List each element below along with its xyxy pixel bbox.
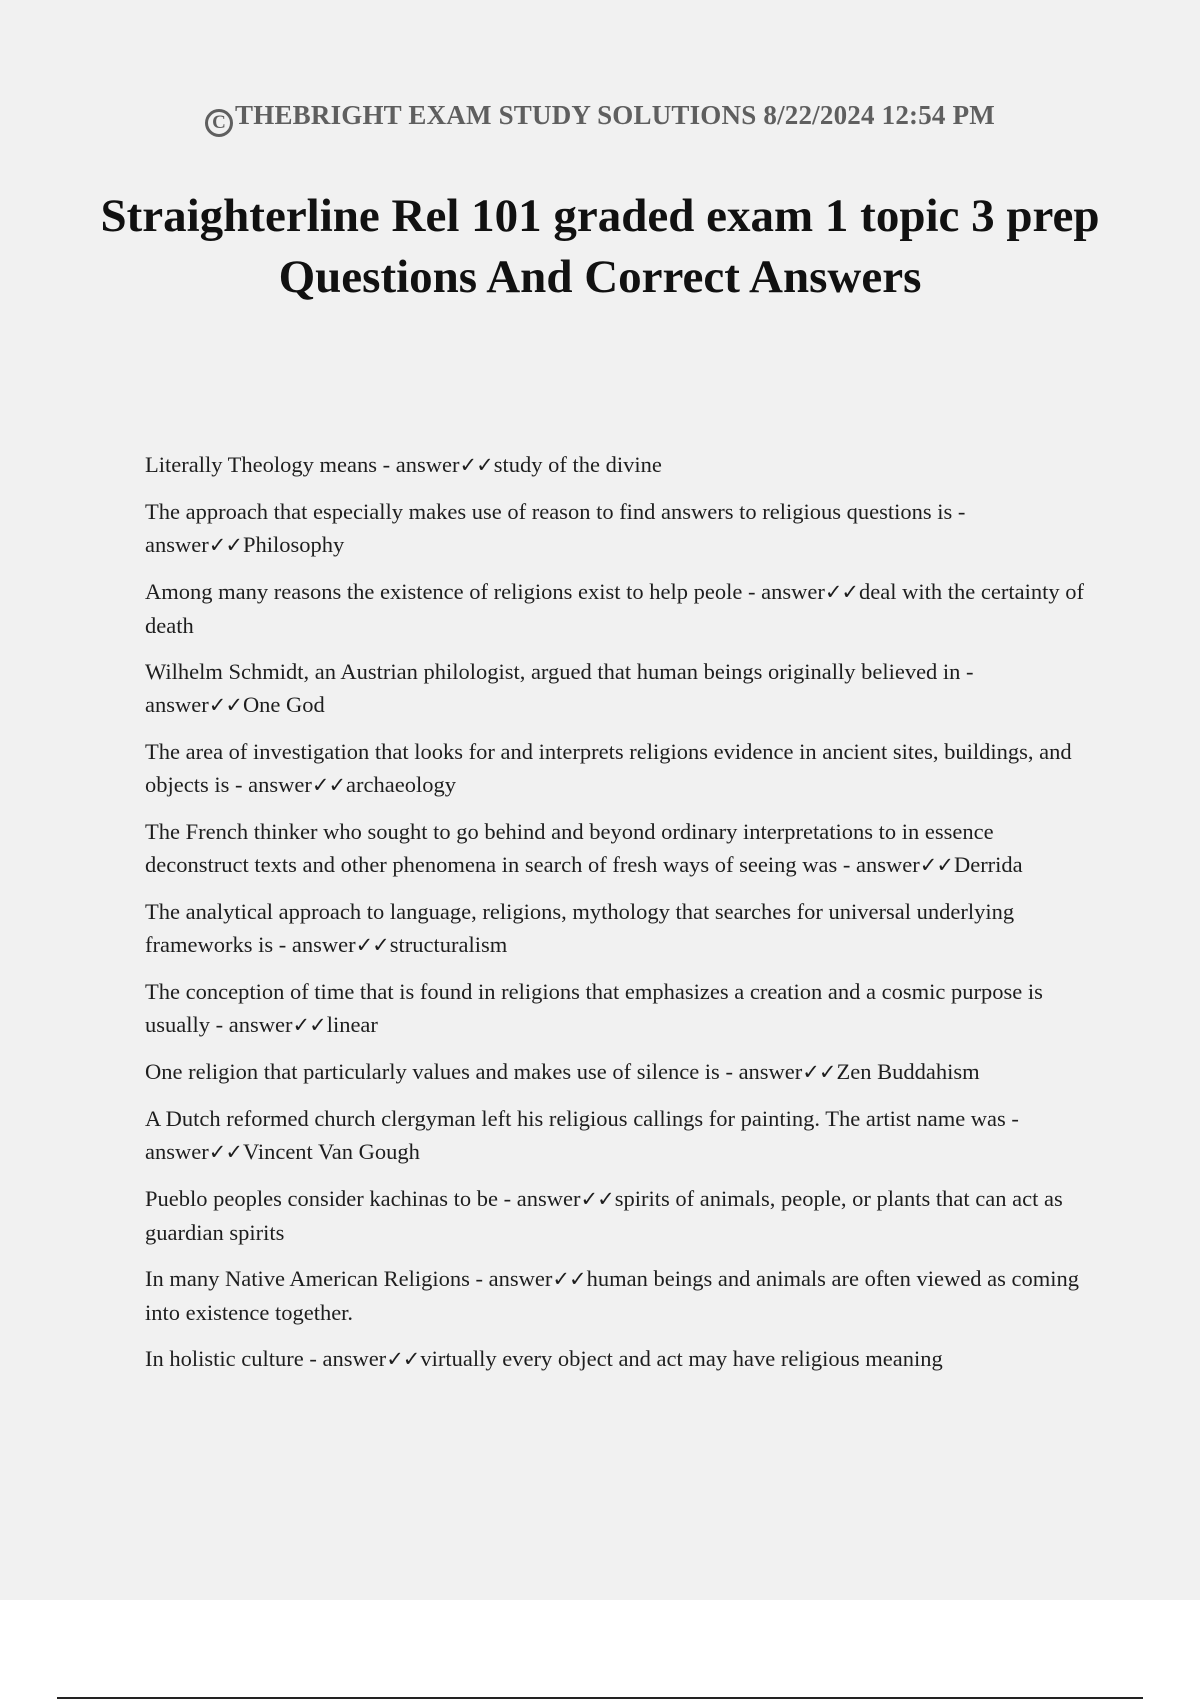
qa-item [145, 575, 1090, 642]
question-text: One religion that particularly values and makes use of silence is - [145, 1059, 739, 1084]
question-text: In holistic culture - [145, 1346, 323, 1371]
check-icon: ✓✓ [292, 1013, 326, 1037]
check-icon: ✓✓ [552, 1267, 586, 1291]
qa-item [145, 1182, 1090, 1249]
answer-marker: answer [761, 579, 825, 604]
answer-marker: answer [228, 1012, 293, 1037]
answer-text: spirits of animals, people, or plants that can act as guardian spirits [145, 1186, 1063, 1245]
answer-text: One God [242, 692, 325, 717]
check-icon: ✓✓ [386, 1347, 420, 1371]
check-icon: ✓✓ [919, 853, 953, 877]
page-divider [57, 1697, 1143, 1699]
check-icon: ✓✓ [824, 580, 859, 604]
question-text: The area of investigation that looks for and interprets religions evidence in ancient sites, buildings, and objects is - [145, 739, 1072, 797]
page-header [0, 100, 1200, 137]
question-text: The French thinker who sought to go behind and beyond ordinary interpretations to in essence deconstruct texts and other phenomena in search of fresh ways of seeing was - [145, 819, 994, 877]
answer-marker: answer [395, 452, 460, 477]
answer-marker: answer [738, 1059, 803, 1084]
answer-text: Vincent Van Gough [242, 1139, 420, 1164]
qa-item [145, 1262, 1090, 1329]
answer-text: Derrida [953, 852, 1023, 877]
qa-item [145, 815, 1090, 882]
answer-text: human beings and animals are often viewed as coming into existence together. [145, 1266, 1079, 1325]
question-text: The conception of time that is found in religions that emphasizes a creation and a cosmic purpose is usually - [145, 979, 1043, 1037]
qa-item [145, 655, 1090, 722]
qa-item [145, 1102, 1090, 1169]
answer-marker: answer [516, 1186, 581, 1211]
qa-item [145, 735, 1090, 802]
answer-text: structuralism [389, 932, 508, 957]
answer-text: deal with the certainty of death [145, 579, 1084, 638]
document-title: Straighterline Rel 101 graded exam 1 topic 3 prep Questions And Correct Answers [100, 190, 1100, 303]
check-icon: ✓✓ [208, 533, 242, 557]
header-text: THEBRIGHT EXAM STUDY SOLUTIONS 8/22/2024 12:54 PM [235, 100, 995, 130]
qa-item [145, 448, 1090, 482]
check-icon: ✓✓ [355, 933, 389, 957]
answer-text: Philosophy [242, 532, 345, 557]
qa-item [145, 495, 1090, 562]
question-text: Literally Theology means - [145, 452, 396, 477]
answer-marker: answer [291, 932, 356, 957]
answer-marker: answer [856, 852, 920, 877]
question-text: The approach that especially makes use of reason to find answers to religious questions is - [145, 499, 966, 524]
check-icon: ✓✓ [459, 453, 493, 477]
qa-list [145, 448, 1090, 1389]
qa-item [145, 975, 1090, 1042]
question-text: A Dutch reformed church clergyman left his religious callings for painting. The artist name was - [145, 1106, 1019, 1131]
question-text: Among many reasons the existence of religions exist to help peole - [145, 579, 762, 604]
answer-text: Zen Buddahism [836, 1059, 980, 1084]
answer-text: study of the divine [493, 452, 662, 477]
qa-item [145, 1055, 1090, 1089]
answer-marker: answer [145, 532, 209, 557]
check-icon: ✓✓ [208, 1140, 242, 1164]
question-text: Pueblo peoples consider kachinas to be - [145, 1186, 517, 1211]
check-icon: ✓✓ [580, 1187, 614, 1211]
answer-marker: answer [248, 772, 312, 797]
qa-item [145, 1342, 1090, 1376]
answer-marker: answer [322, 1346, 387, 1371]
check-icon: ✓✓ [208, 693, 242, 717]
qa-item [145, 895, 1090, 962]
answer-marker: answer [488, 1266, 553, 1291]
answer-text: linear [326, 1012, 378, 1037]
answer-marker: answer [145, 1139, 209, 1164]
check-icon: ✓✓ [311, 773, 346, 797]
question-text: The analytical approach to language, religions, mythology that searches for universal underlying frameworks is - [145, 899, 1015, 957]
answer-text: archaeology [346, 772, 456, 797]
question-text: In many Native American Religions - [145, 1266, 489, 1291]
copyright-icon: C [205, 109, 233, 137]
answer-text: virtually every object and act may have religious meaning [420, 1346, 943, 1371]
check-icon: ✓✓ [802, 1060, 836, 1084]
question-text: Wilhelm Schmidt, an Austrian philologist, argued that human beings originally believed in - [145, 659, 974, 684]
answer-marker: answer [145, 692, 209, 717]
